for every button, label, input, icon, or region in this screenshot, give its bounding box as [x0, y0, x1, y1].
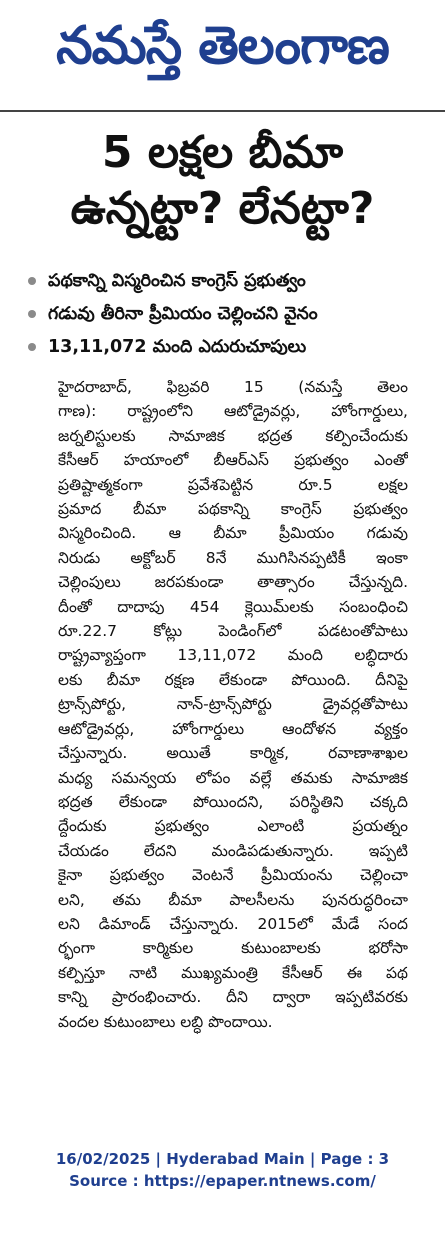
article-headline — [0, 125, 445, 237]
body-line: ఆటోడ్రైవర్లు, హోంగార్డులు ఆందోళన వ్యక్తం — [58, 719, 408, 738]
headline-line-1: 5 లక్షల బీమా — [101, 127, 344, 178]
headline-line-2: ఉన్నట్టా? లేనట్టా? — [70, 183, 375, 234]
bullet-dot-icon — [28, 277, 36, 285]
body-line: ర్భంగా కార్మికుల కుటుంబాలకు భరోసా — [58, 939, 408, 958]
masthead — [0, 0, 445, 100]
bullet-item — [28, 298, 435, 331]
body-line: వందల కుటుంబాలు లబ్ధి పొందాయి. — [58, 1012, 273, 1031]
body-line: ద్దేందుకు ప్రభుత్వం ఎలాంటి ప్రయత్నం — [58, 817, 408, 836]
body-line: భద్రత లేకుండా పోయిందని, పరిస్థితిని చక్కది — [58, 792, 408, 811]
body-line: ప్రమాద బీమా పథకాన్ని కాంగ్రెస్ ప్రభుత్వం — [58, 500, 408, 519]
newspaper-logo: నమస్తే తెలంగాణ — [56, 16, 389, 76]
body-line: విస్మరించింది. ఆ బీమా ప్రీమియం గడువు — [58, 524, 408, 543]
body-line: కల్పిస్తూ నాటి ముఖ్యమంత్రి కేసీఆర్ ఈ పథ — [58, 963, 408, 982]
body-line: లని, తమ బీమా పాలసీలను పునరుద్ధరించా — [58, 890, 408, 909]
body-line: కైనా ప్రభుత్వం వెంటనే ప్రీమియంను చెల్లించా — [58, 866, 408, 885]
source-link[interactable]: Source : https://epaper.ntnews.com/ — [69, 1172, 376, 1190]
body-line: గాణ): రాష్ట్రంలోని ఆటోడ్రైవర్లు, హోంగార్డులు, — [58, 402, 408, 421]
body-line: లని డిమాండ్ చేస్తున్నారు. 2015లో మేడే సంద — [58, 914, 408, 933]
body-line: రూ.22.7 కోట్లు పెండింగ్‌లో పడటంతోపాటు — [58, 622, 408, 641]
body-line: నిరుడు అక్టోబర్ 8నే ముగిసినప్పటికీ ఇంకా — [58, 548, 408, 567]
edition-info: 16/02/2025 | Hyderabad Main | Page : 3 — [55, 1150, 390, 1168]
body-line: చెల్లింపులు జరపకుండా తాత్సారం చేస్తున్నది. — [58, 573, 408, 592]
body-line: దీంతో దాదాపు 454 క్లెయిమ్‌లకు సంబంధించి — [58, 597, 408, 616]
bullet-item — [28, 331, 435, 364]
masthead-divider — [0, 110, 445, 112]
bullet-text: 13,11,072 మంది ఎదురుచూపులు — [48, 337, 307, 357]
highlight-bullets — [28, 265, 435, 364]
body-line: రాష్ట్రవ్యాప్తంగా 13,11,072 మంది లబ్ధిదారు — [58, 646, 408, 665]
body-line: ప్రతిష్టాత్మకంగా ప్రవేశపెట్టిన రూ.5 లక్షల — [58, 475, 408, 494]
bullet-item — [28, 265, 435, 298]
body-line: ట్రాన్స్‌పోర్టు, నాన్-ట్రాన్స్‌పోర్టు డ్రైవర్లతోపాటు — [58, 695, 408, 714]
body-line: మధ్య సమన్వయ లోపం వల్లే తమకు సామాజిక — [58, 768, 408, 787]
body-line: కాన్ని ప్రారంభించారు. దీని ద్వారా ఇప్పటివరకు — [58, 988, 408, 1007]
body-line: కేసీఆర్ హయాంలో బీఆర్ఎస్ ప్రభుత్వం ఎంతో — [58, 451, 408, 470]
bullet-text: గడువు తీరినా ప్రీమియం చెల్లించని వైనం — [48, 304, 318, 324]
bullet-text: పథకాన్ని విస్మరించిన కాంగ్రెస్ ప్రభుత్వం — [48, 271, 306, 291]
bullet-dot-icon — [28, 310, 36, 318]
body-line: జర్నలిస్టులకు సామాజిక భద్రత కల్పించేందుకు — [58, 426, 408, 445]
bullet-dot-icon — [28, 343, 36, 351]
body-line: హైదరాబాద్, ఫిబ్రవరి 15 (నమస్తే తెలం — [58, 378, 408, 396]
body-line: లకు బీమా రక్షణ లేకుండా పోయింది. దీనిపై — [58, 670, 408, 689]
article-body — [58, 375, 408, 1034]
body-line: చేయడం లేదని మండిపడుతున్నారు. ఇప్పటి — [58, 841, 408, 860]
body-line: చేస్తున్నారు. అయితే కార్మిక, రవాణాశాఖల — [58, 744, 408, 763]
page-footer — [0, 1148, 445, 1192]
